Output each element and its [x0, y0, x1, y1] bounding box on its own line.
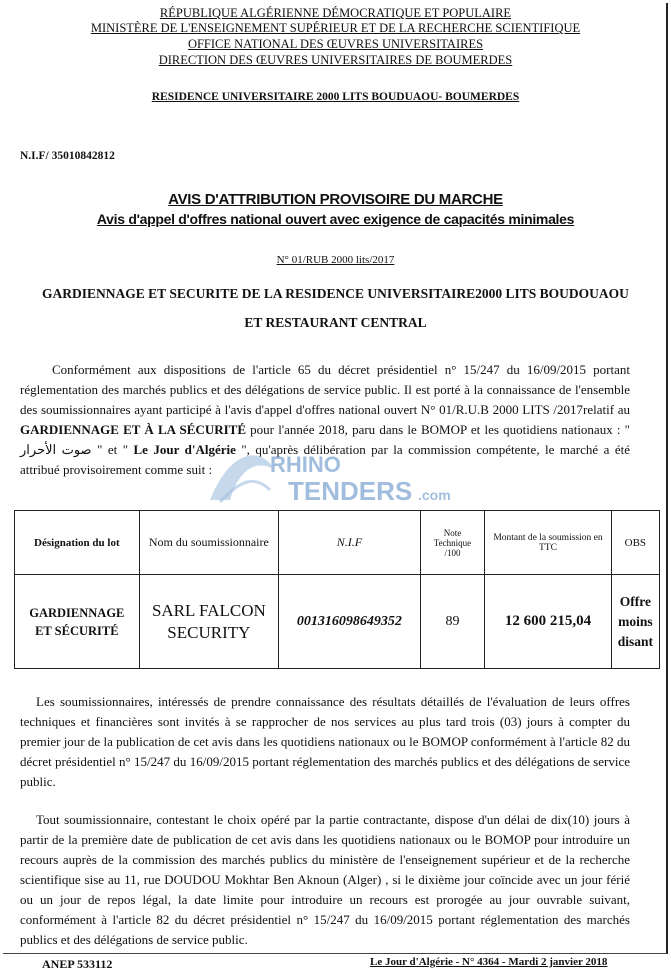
table-header-row [15, 511, 660, 575]
intro-newspaper-bold: Le Jour d'Algérie [133, 442, 236, 457]
cell-bidder: SARL FALCON SECURITY [139, 575, 278, 669]
col-header-amount: Montant de la soumission en TTC [485, 511, 612, 575]
reference-number: N° 01/RUB 2000 lits/2017 [276, 254, 395, 266]
residence-name: RESIDENCE UNIVERSITAIRE 2000 LITS BOUDUAOU- BOUMERDES [151, 91, 520, 103]
col-header-obs: OBS [611, 511, 659, 575]
nif-label: N.I.F/ 35010842812 [20, 150, 115, 162]
header-direction: DIRECTION DES ŒUVRES UNIVERSITAIRES DE BOUMERDES [158, 53, 513, 67]
col-header-lot: Désignation du lot [15, 511, 140, 575]
cell-score: 89 [420, 575, 484, 669]
appeal-paragraph: Tout soumissionnaire, contestant le choix opéré par la partie contractante, dispose d'un délai de dix(10) jours à partir de la première date de publication de cet avis dans les quotidiens nationaux ou le BOMOP pour introduire un recours auprès de la commission des marchés publics du ministère de l'enseignement supérieur et de la recherche scientifique sise au 11, rue DOUDOU Mokhtar Ben Aknoun (Alger) , si le dixième jour coïncide avec un jour férié ou un jour de repos légal, la date limite pour introduire un recours est prorogée au jour ouvrable suivant, conformément à l'article 82 du décret présidentiel n° 15/247 du 16/09/2015 portant réglementation des marchés publics et des délégations de service public. [20, 812, 630, 947]
object-line-1: GARDIENNAGE ET SECURITE DE LA RESIDENCE UNIVERSITAIRE2000 LITS BOUDOUAOU [42, 286, 629, 301]
header-ministry: MINISTÈRE DE L'ENSEIGNEMENT SUPÉRIEUR ET DE LA RECHERCHE SCIENTIFIQUE [90, 21, 581, 35]
intro-text-e: ", qu'après délibération par la commission compétente, le marché a été attribué provisoirement comme suit : [20, 442, 630, 477]
anep-reference: ANEP 533112 [42, 957, 113, 971]
col-header-bidder: Nom du soumissionnaire [139, 511, 278, 575]
page-title: AVIS D'ATTRIBUTION PROVISOIRE DU MARCHE [168, 191, 503, 208]
watermark-word-1: RHINO [270, 452, 341, 477]
watermark-word-2: TENDERS [288, 476, 413, 506]
col-header-nif: N.I.F [279, 511, 421, 575]
object-line-2: ET RESTAURANT CENTRAL [244, 315, 427, 330]
watermark-logo [200, 440, 480, 510]
cell-lot: GARDIENNAGE ET SÉCURITÉ [15, 575, 140, 669]
cell-obs: Offre moins disant [611, 575, 659, 669]
page-subtitle: Avis d'appel d'offres national ouvert avec exigence de capacités minimales [96, 211, 575, 227]
watermark-suffix: .com [418, 487, 451, 503]
cell-nif: 001316098649352 [279, 575, 421, 669]
publication-info: Le Jour d'Algérie - N° 4364 - Mardi 2 janvier 2018 [370, 956, 608, 968]
results-paragraph: Les soumissionnaires, intéressés de prendre connaissance des résultats détaillés de l'évaluation de leurs offres techniques et financières sont invités à se rapprocher de nos services au plus tard trois (03) jours à compter du premier jour de la publication de cet avis dans les quotidiens nationaux ou le BOMOP conformément à l'article 82 du décret présidentiel n° 15/247 du 16/09/2015 portant réglementation des marchés publics et des délégations de service public. [20, 694, 630, 789]
col-header-score: Note Technique /100 [420, 511, 484, 575]
cell-amount: 12 600 215,04 [485, 575, 612, 669]
header-office: OFFICE NATIONAL DES ŒUVRES UNIVERSITAIRES [187, 37, 484, 51]
intro-text-c: pour l'année 2018, paru dans le BOMOP et les quotidiens nationaux : " صوت الأحرار " et " [20, 422, 630, 457]
intro-text-a: Conformément aux dispositions de l'article 65 du décret présidentiel n° 15/247 du 16/09/2015 portant réglementation des marchés publics et des délégations de service public. Il est porté à la connaissance de l'ensemble des soumissionnaires ayant participé à l'avis d'appel d'offres national ouvert N° 01/R.U.B 2000 LITS /2017relatif au [20, 362, 630, 417]
header-republic: RÉPUBLIQUE ALGÉRIENNE DÉMOCRATIQUE ET POPULAIRE [159, 6, 512, 20]
table-row [15, 575, 660, 669]
attribution-table [14, 510, 660, 669]
intro-object-bold: GARDIENNAGE ET À LA SÉCURITÉ [20, 422, 246, 437]
